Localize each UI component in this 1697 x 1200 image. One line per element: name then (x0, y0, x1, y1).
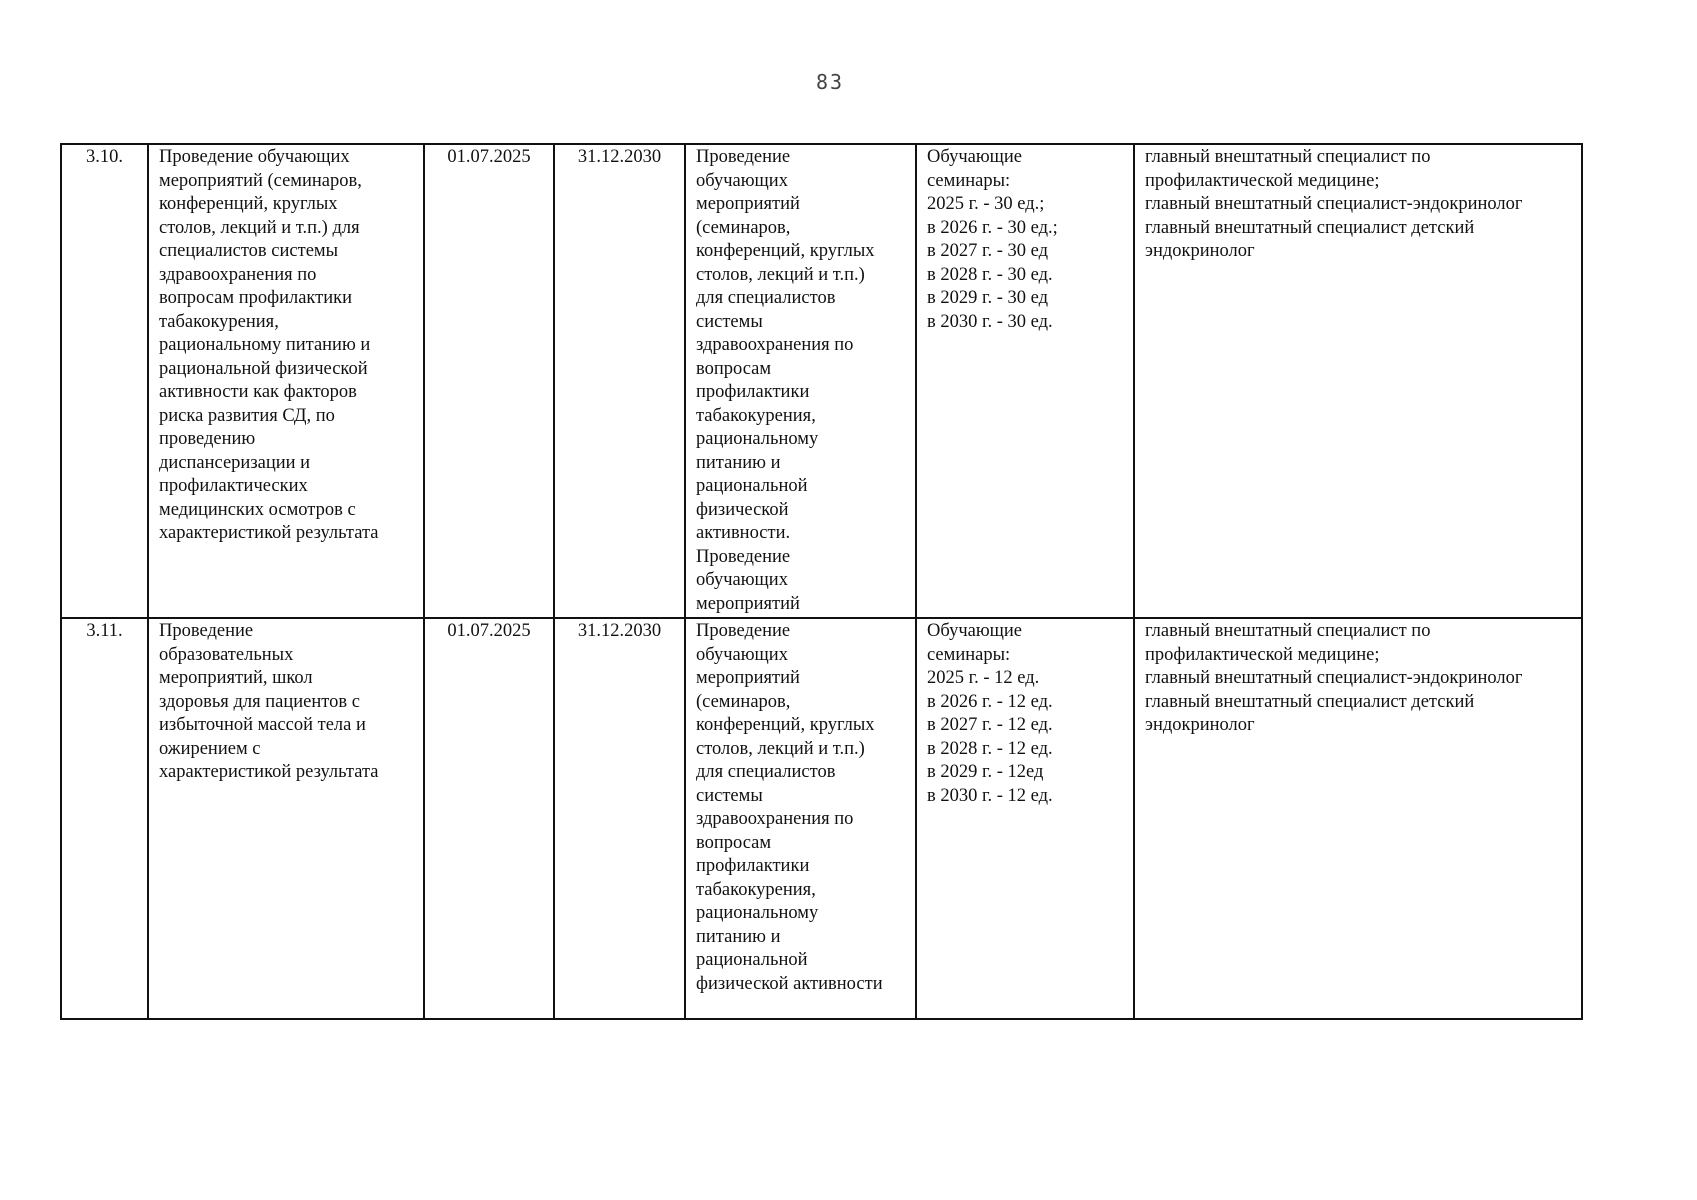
start-date-cell: 01.07.2025 (424, 618, 554, 1019)
item-number-cell: 3.11. (61, 618, 148, 1019)
activity-plan-table (60, 143, 1583, 1020)
responsible-cell: главный внештатный специалист по профилактической медицине; главный внештатный специалист-эндокринолог главный внештатный специалист детский эндокринолог (1134, 618, 1582, 1019)
responsible-cell: главный внештатный специалист по профилактической медицине; главный внештатный специалист-эндокринолог главный внештатный специалист детский эндокринолог (1134, 144, 1582, 618)
indicators-cell: Обучающие семинары: 2025 г. - 30 ед.; в 2026 г. - 30 ед.; в 2027 г. - 30 ед в 2028 г. - 30 ед. в 2029 г. - 30 ед в 2030 г. - 30 ед. (916, 144, 1134, 618)
activity-description-cell: Проведение обучающих мероприятий (семинаров, конференций, круглых столов, лекций и т.п.) для специалистов системы здравоохранения по вопросам профилактики табакокурения, рациональному питанию и рациональной физической активности. Проведение обучающих мероприятий (685, 144, 916, 618)
end-date-cell: 31.12.2030 (554, 618, 685, 1019)
indicators-cell: Обучающие семинары: 2025 г. - 12 ед. в 2026 г. - 12 ед. в 2027 г. - 12 ед. в 2028 г. - 12 ед. в 2029 г. - 12ед в 2030 г. - 12 ед. (916, 618, 1134, 1019)
item-number-cell: 3.10. (61, 144, 148, 618)
activity-name-cell: Проведение обучающих мероприятий (семинаров, конференций, круглых столов, лекций и т.п.) для специалистов системы здравоохранения по вопросам профилактики табакокурения, рациональному питанию и рациональной физической активности как факторов риска развития СД, по проведению диспансеризации и профилактических медицинских осмотров с характеристикой результата (148, 144, 424, 618)
page-number: 83 (815, 70, 845, 94)
table-row (61, 618, 1582, 1019)
activity-description-cell: Проведение обучающих мероприятий (семинаров, конференций, круглых столов, лекций и т.п.) для специалистов системы здравоохранения по вопросам профилактики табакокурения, рациональному питанию и рациональной физической активности (685, 618, 916, 1019)
start-date-cell: 01.07.2025 (424, 144, 554, 618)
table-row (61, 144, 1582, 618)
activity-name-cell: Проведение образовательных мероприятий, школ здоровья для пациентов с избыточной массой тела и ожирением с характеристикой результата (148, 618, 424, 1019)
end-date-cell: 31.12.2030 (554, 144, 685, 618)
